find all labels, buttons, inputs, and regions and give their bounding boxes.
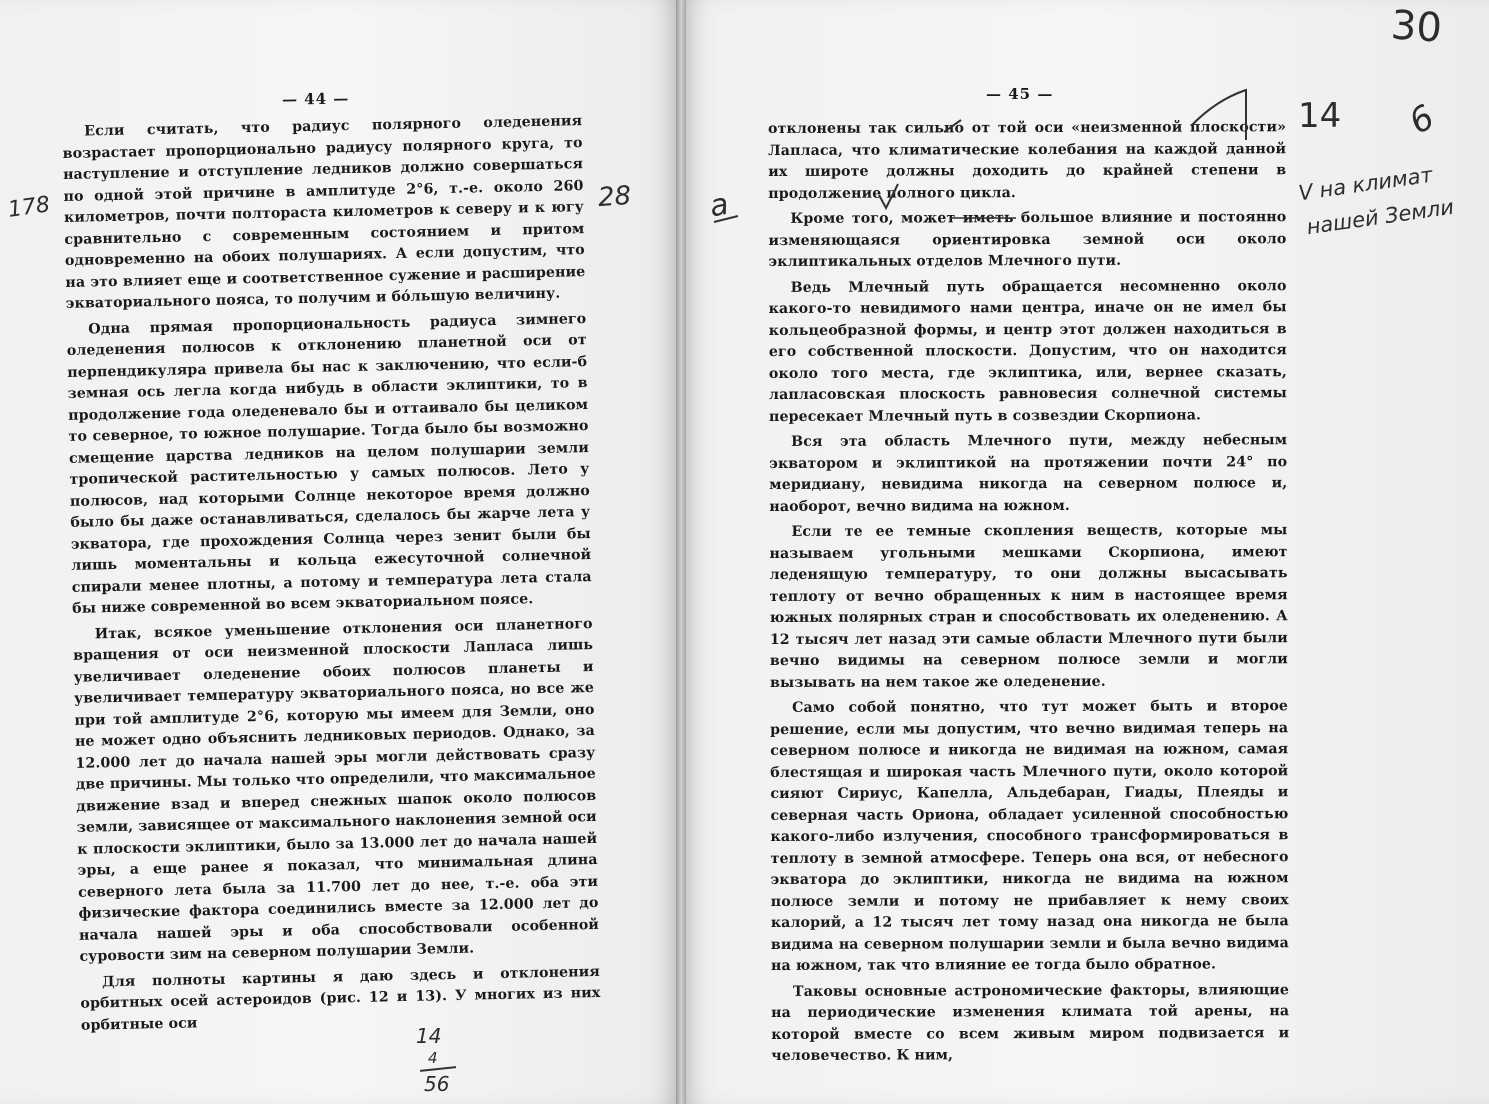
insert-arrow <box>1191 90 1246 140</box>
margin-note-28: 28 <box>596 180 633 214</box>
fraction-line <box>420 1066 456 1071</box>
left-page <box>0 0 676 1104</box>
paragraph: Для полноты картины я даю здесь и отклонения орбитных осей астероидов (рис. 12 и 13). У многих из них орбитные оси <box>80 963 601 1034</box>
paragraph: Итак, всякое уменьшение отклонения оси планетного вращения от оси неизменной плоскости Лапласа лишь увеличивает оледенение обоих полюсов планеты и увеличивает температуру экваториального пояса, но все же при той амплитуде 2°6, которую мы имеем для Земли, оно не может одно объяснить ледниковых периодов. Однако, за 12.000 лет до начала нашей эры могли действовать сразу две причины. Мы только что определили, что максимальное движение взад и вперед снежных шапок около полюсов земли, зависящее от максимального наклонения земной оси к плоскости эклиптики, было за 13.000 лет до начала нашей эры, а еще ранее я показал, что минимальная длина северного лета была за 11.700 лет до нее, т.-е. оба эти физические фактора соединились вместе за 12.000 лет до начала нашей эры и оба способствовали особенной суровости зим на северном полушарии Земли. <box>73 615 600 965</box>
margin-note-corner: 30 <box>1389 2 1444 52</box>
caret-mark <box>879 184 898 208</box>
paragraph: Кроме того, может иметь большое влияние и постоянно изменяющаяся ориентировка земной оси около эклиптикальных отделов Млечного пути. <box>768 209 1287 270</box>
paragraph: Само собой понятно, что тут может быть и второе решение, если мы допустим, что вечно видимая теперь на северном полюсе и никогда не видимая на южном, самая блестящая и широкая часть Млечного пути, около которой сияют Сириус, Капелла, Альдебаран, Гиады, Плеяды и северная часть Ориона, обладает усиленной способностью какого-либо излучения, способного трансформироваться в теплоту в земной атмосфере. Теперь она вся, от небесного экватора до эклиптики, никогда не видима на южном полюсе земли и потому не прибавляет к нему своих калорий, а 12 тысяч лет тому назад она никогда не была видима на северном полушарии земли и была вечно видима на южном, так что влияние ее тогда было обратное. <box>770 698 1289 974</box>
page-text <box>62 111 601 1041</box>
paragraph: Ведь Млечный путь обращается несомненно около какого-то невидимого нами центра, иначе он не имел бы кольцеобразной формы, и центр этот должен находиться в его собственной плоскости. Допустим, что он находится около того места, где эклиптика, или, вернее сказать, лапласовская плоскость равновесия солнечной системы пересекает Млечный путь в созвездии Скорпиона. <box>768 277 1287 425</box>
paragraph: отклонены так сильно от той оси «неизменной плоскости» Лапласа, что климатические колебания на каждой данной их широте должны доходить до крайней степени в продолжение полного цикла. <box>768 119 1287 202</box>
margin-note-left: а <box>707 186 732 225</box>
paragraph: Если считать, что радиус полярного оледенения возрастает пропорционально радиусу полярного круга, то наступление и отступление ледников должно совершаться по одной этой причине в амплитуде 2°6, т.-е. около 260 километров, почти полтораста километров к северу и к югу сравнительно с современным состоянием и притом одновременно на обоих полушариях. А если допустим, что на это влияет еще и соответственное сужение и расширение экваториального пояса, то получим и бо́льшую величину. <box>62 113 586 312</box>
right-page <box>686 0 1489 1104</box>
paragraph: Таковы основные астрономические факторы, влияющие на периодические изменения климата той арены, на которой вместе со всем живым миром подвизается и человечество. К ним, <box>771 981 1290 1064</box>
margin-note-top-right: 14 <box>1298 96 1342 136</box>
insert-note-line1: V на климат <box>1296 162 1435 206</box>
strike-mark <box>944 120 961 132</box>
margin-note-top-right-2: 6 <box>1402 97 1442 143</box>
paragraph: Одна прямая пропорциональность радиуса зимнего оледенения полюсов к отклонению планетной оси от перпендикуляра привела бы нас к заключению, что если-б земная ось легла когда нибудь в области эклиптики, то в продолжение года оледеневало бы и оттаивало бы целиком то северное, то южное полушарие. Тогда было бы возможно смещение царства ледников на целом полушарии земли тропической растительностью у самых полюсов. Лето у полюсов, над которыми Солнце некоторое время должно было бы даже останавливаться, сделалось бы жарче лета у экватора, где прохождения Солнца через зенит были бы лишь моментальны и кольца ежесуточной солнечной спирали менее плотны, а потому и температура лета стала бы ниже современной во всем экваториальном поясе. <box>66 310 592 617</box>
margin-note-bottom-top: 14 <box>416 1024 442 1048</box>
paragraph: Вся эта область Млечного пути, между небесным экватором и эклиптикой на протяжении почти 24° по меридиану, невидима никогда на северном полюсе и, наоборот, вечно видима на южном. <box>769 432 1288 515</box>
page-number: — 44 — <box>281 89 350 109</box>
editing-marks-svg <box>686 0 1489 300</box>
margin-note-178: 178 <box>6 192 52 223</box>
paragraph: Если те ее темные скопления веществ, которые мы называем угольными мешками Скорпиона, имеют леденящую температуру, то они должны высасывать теплоту от вечно обращенных к ним в настоящее время южных полярных стран и способствовать их оледенению. А 12 тысяч лет назад эти самые области Млечного пути были вечно видимы на северном полюсе земли и могли вызывать на нем такое же оледенение. <box>769 522 1288 691</box>
margin-dash <box>714 216 738 222</box>
book-gutter <box>676 0 686 1104</box>
editing-marks <box>686 0 1489 300</box>
page-number: — 45 — <box>986 85 1054 103</box>
margin-note-bottom-mid: 4 <box>428 1049 438 1067</box>
margin-note-bottom-bottom: 56 <box>424 1072 450 1096</box>
insert-note-line2: нашей Земли <box>1305 194 1456 240</box>
